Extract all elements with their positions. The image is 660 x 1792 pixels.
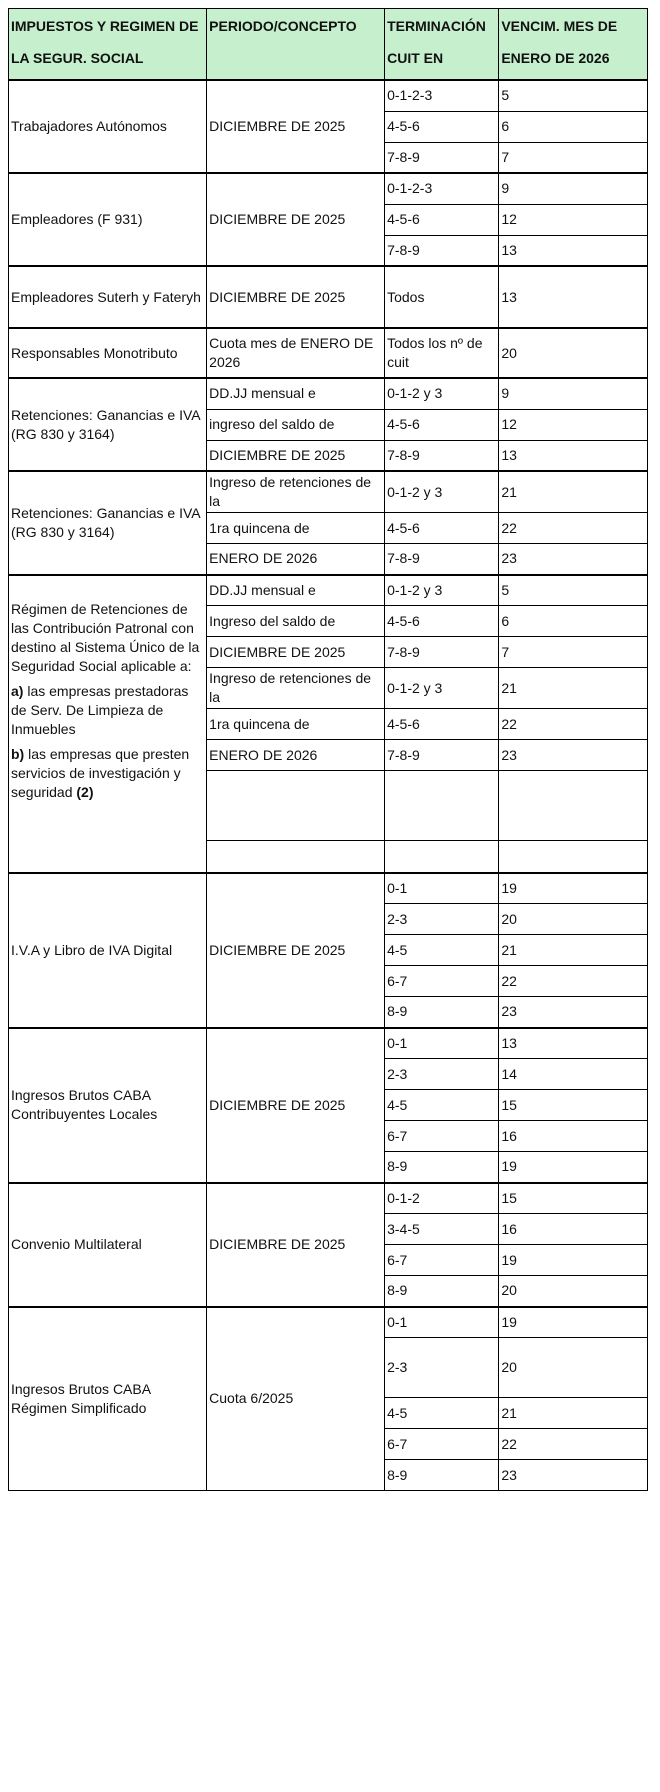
section-label: Ingresos Brutos CABA Contribuyentes Locales — [9, 1028, 207, 1183]
due-day-cell: 6 — [499, 111, 648, 142]
due-day-cell: 23 — [499, 740, 648, 771]
due-day-cell: 23 — [499, 1460, 648, 1491]
cuit-cell: 0-1-2 y 3 — [385, 378, 499, 409]
period-cell: ingreso del saldo de — [207, 409, 385, 440]
due-day-cell: 20 — [499, 904, 648, 935]
due-day-cell: 20 — [499, 328, 648, 378]
due-day-cell: 22 — [499, 1429, 648, 1460]
section-label: Retenciones: Ganancias e IVA (RG 830 y 3164) — [9, 378, 207, 471]
section-label: Responsables Monotributo — [9, 328, 207, 378]
cuit-cell: 7-8-9 — [385, 740, 499, 771]
table-row — [9, 873, 648, 904]
due-day-cell: 19 — [499, 1245, 648, 1276]
item-b-note: (2) — [76, 783, 94, 800]
header-terminacion: TERMINACIÓN CUIT EN — [385, 9, 499, 81]
section-label: Retenciones: Ganancias e IVA (RG 830 y 3164) — [9, 471, 207, 575]
tax-calendar-table — [8, 8, 648, 1491]
cuit-cell: 4-5 — [385, 1398, 499, 1429]
cuit-cell: 0-1 — [385, 1307, 499, 1338]
due-day-cell: 19 — [499, 1307, 648, 1338]
cuit-cell: 4-5-6 — [385, 204, 499, 235]
period-cell: DD.JJ mensual e — [207, 575, 385, 606]
item-b-text: las empresas que presten servicios de investigación y seguridad — [11, 745, 190, 800]
period-cell: DICIEMBRE DE 2025 — [207, 637, 385, 668]
due-day-cell: 16 — [499, 1121, 648, 1152]
empty-cell — [499, 771, 648, 841]
section-label: Empleadores Suterh y Fateryh — [9, 266, 207, 328]
due-day-cell: 20 — [499, 1338, 648, 1398]
cuit-cell: 4-5-6 — [385, 606, 499, 637]
table-body — [9, 80, 648, 1491]
due-day-cell: 22 — [499, 709, 648, 740]
cuit-cell: 0-1 — [385, 1028, 499, 1059]
cuit-cell: 4-5-6 — [385, 409, 499, 440]
regimen-item-b — [11, 745, 204, 802]
cuit-cell: 8-9 — [385, 1460, 499, 1491]
header-impuestos: IMPUESTOS Y REGIMEN DE LA SEGUR. SOCIAL — [9, 9, 207, 81]
due-day-cell: 19 — [499, 1152, 648, 1183]
cuit-cell: 7-8-9 — [385, 235, 499, 266]
period-cell: DICIEMBRE DE 2025 — [207, 440, 385, 471]
cuit-cell: 4-5-6 — [385, 111, 499, 142]
section-label: Trabajadores Autónomos — [9, 80, 207, 173]
due-day-cell: 12 — [499, 204, 648, 235]
empty-cell — [499, 841, 648, 873]
cuit-cell: Todos — [385, 266, 499, 328]
cuit-cell: 0-1-2 y 3 — [385, 668, 499, 709]
table-row — [9, 328, 648, 378]
due-day-cell: 13 — [499, 266, 648, 328]
empty-cell — [385, 771, 499, 841]
due-day-cell: 16 — [499, 1214, 648, 1245]
due-day-cell: 13 — [499, 1028, 648, 1059]
table-row — [9, 575, 648, 606]
header-periodo: PERIODO/CONCEPTO — [207, 9, 385, 81]
cuit-cell: 2-3 — [385, 1338, 499, 1398]
item-a-marker: a) — [11, 682, 28, 699]
cuit-cell: 4-5 — [385, 935, 499, 966]
table-row — [9, 378, 648, 409]
period-cell: 1ra quincena de — [207, 513, 385, 544]
due-day-cell: 15 — [499, 1090, 648, 1121]
due-day-cell: 23 — [499, 997, 648, 1028]
regimen-item-a — [11, 682, 204, 739]
due-day-cell: 23 — [499, 544, 648, 575]
empty-cell — [207, 841, 385, 873]
cuit-cell: 6-7 — [385, 1245, 499, 1276]
due-day-cell: 9 — [499, 378, 648, 409]
cuit-cell: 8-9 — [385, 1276, 499, 1307]
period-cell: DICIEMBRE DE 2025 — [207, 1028, 385, 1183]
due-day-cell: 15 — [499, 1183, 648, 1214]
period-cell: Ingreso de retenciones de la — [207, 471, 385, 513]
cuit-cell: 6-7 — [385, 966, 499, 997]
period-cell: DICIEMBRE DE 2025 — [207, 80, 385, 173]
table-row — [9, 1307, 648, 1338]
cuit-cell: 4-5-6 — [385, 513, 499, 544]
period-cell: Ingreso de retenciones de la — [207, 668, 385, 709]
header-vencimiento: VENCIM. MES DE ENERO DE 2026 — [499, 9, 648, 81]
due-day-cell: 22 — [499, 966, 648, 997]
due-day-cell: 21 — [499, 471, 648, 513]
due-day-cell: 21 — [499, 935, 648, 966]
cuit-cell: 7-8-9 — [385, 637, 499, 668]
section-label: Ingresos Brutos CABA Régimen Simplificado — [9, 1307, 207, 1491]
regimen-label: Régimen de Retenciones de las Contribución Patronal con destino al Sistema Único de la Seguridad Social aplicable a: — [11, 600, 200, 674]
cuit-cell: 4-5 — [385, 1090, 499, 1121]
cuit-cell: 6-7 — [385, 1429, 499, 1460]
cuit-cell: 0-1-2-3 — [385, 80, 499, 111]
cuit-cell: 0-1-2 y 3 — [385, 471, 499, 513]
period-cell: DICIEMBRE DE 2025 — [207, 1183, 385, 1307]
cuit-cell: 7-8-9 — [385, 142, 499, 173]
section-label: Empleadores (F 931) — [9, 173, 207, 266]
due-day-cell: 21 — [499, 1398, 648, 1429]
period-cell: DD.JJ mensual e — [207, 378, 385, 409]
table-row — [9, 1028, 648, 1059]
period-cell: Cuota mes de ENERO DE 2026 — [207, 328, 385, 378]
period-cell: ENERO DE 2026 — [207, 740, 385, 771]
section-label: I.V.A y Libro de IVA Digital — [9, 873, 207, 1028]
item-b-marker: b) — [11, 745, 29, 762]
period-cell: ENERO DE 2026 — [207, 544, 385, 575]
item-a-text: las empresas prestadoras de Serv. De Limpieza de Inmuebles — [11, 682, 189, 737]
due-day-cell: 21 — [499, 668, 648, 709]
period-cell: DICIEMBRE DE 2025 — [207, 873, 385, 1028]
due-day-cell: 7 — [499, 637, 648, 668]
empty-cell — [385, 841, 499, 873]
cuit-cell: 0-1-2 — [385, 1183, 499, 1214]
period-cell: DICIEMBRE DE 2025 — [207, 173, 385, 266]
period-cell: 1ra quincena de — [207, 709, 385, 740]
period-cell: Cuota 6/2025 — [207, 1307, 385, 1491]
due-day-cell: 22 — [499, 513, 648, 544]
cuit-cell: 3-4-5 — [385, 1214, 499, 1245]
header-row — [9, 9, 648, 81]
due-day-cell: 14 — [499, 1059, 648, 1090]
table-row — [9, 173, 648, 204]
section-label: Convenio Multilateral — [9, 1183, 207, 1307]
cuit-cell: 2-3 — [385, 1059, 499, 1090]
due-day-cell: 13 — [499, 440, 648, 471]
table-row — [9, 266, 648, 328]
due-day-cell: 6 — [499, 606, 648, 637]
period-cell: Ingreso del saldo de — [207, 606, 385, 637]
due-day-cell: 12 — [499, 409, 648, 440]
due-day-cell: 20 — [499, 1276, 648, 1307]
table-row — [9, 1183, 648, 1214]
cuit-cell: Todos los nº de cuit — [385, 328, 499, 378]
table-row — [9, 471, 648, 513]
empty-cell — [207, 771, 385, 841]
due-day-cell: 7 — [499, 142, 648, 173]
cuit-cell: 0-1-2 y 3 — [385, 575, 499, 606]
cuit-cell: 0-1 — [385, 873, 499, 904]
cuit-cell: 8-9 — [385, 1152, 499, 1183]
cuit-cell: 4-5-6 — [385, 709, 499, 740]
cuit-cell: 0-1-2-3 — [385, 173, 499, 204]
cuit-cell: 7-8-9 — [385, 440, 499, 471]
cuit-cell: 6-7 — [385, 1121, 499, 1152]
due-day-cell: 9 — [499, 173, 648, 204]
cuit-cell: 7-8-9 — [385, 544, 499, 575]
due-day-cell: 19 — [499, 873, 648, 904]
due-day-cell: 5 — [499, 575, 648, 606]
due-day-cell: 5 — [499, 80, 648, 111]
cuit-cell: 8-9 — [385, 997, 499, 1028]
period-cell: DICIEMBRE DE 2025 — [207, 266, 385, 328]
table-row — [9, 80, 648, 111]
due-day-cell: 13 — [499, 235, 648, 266]
section-label — [9, 575, 207, 873]
cuit-cell: 2-3 — [385, 904, 499, 935]
